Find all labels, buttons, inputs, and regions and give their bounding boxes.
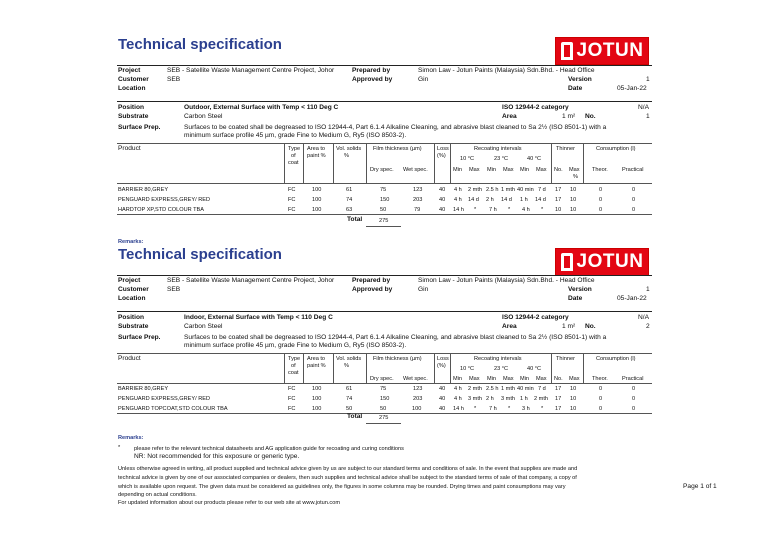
date-label: Date — [568, 85, 583, 92]
project-value: SEB - Satellite Waste Management Centre Project, Johor — [167, 277, 335, 284]
surface-prep-line: Surfaces to be coated shall be degreased to ISO 12944-4, Part 6.1.4 Alkaline Cleaning, and abrasive blast cleaned to Sa 2½ (ISO 8501-1) with a — [184, 334, 607, 341]
note-recoating: please refer to the relevant technical datasheets and AG application guide for recoating and curing conditions — [134, 446, 404, 452]
cell-thinner: 17 — [555, 187, 562, 193]
th-thinner-no: No. — [554, 167, 563, 173]
cell-practical: 0 — [632, 406, 636, 412]
cell-recoat: 4 h — [454, 386, 462, 392]
cell-type: FC — [288, 396, 296, 402]
cell-product: PENGUARD TOPCOAT,STD COLOUR TBA — [118, 406, 228, 412]
cell-vol-solids: 74 — [346, 197, 353, 203]
th-vol-solids: % — [344, 153, 349, 159]
th-40c: 40 °C — [527, 366, 542, 372]
cell-recoat: 2 h — [486, 396, 494, 402]
cell-thinner-max: 10 — [570, 207, 577, 213]
logo-text: JOTUN — [576, 40, 644, 61]
terms-text: Unless otherwise agreed in writing, all product supplied and technical advice given by us are subject to our standard terms and conditions of sale. In the event that supplies are made and — [118, 466, 578, 472]
prepared-by-label: Prepared by — [352, 277, 391, 284]
cell-practical: 0 — [632, 187, 636, 193]
no-value: 1 — [646, 113, 650, 120]
cell-recoat: * — [508, 207, 511, 213]
jotun-logo — [555, 248, 649, 276]
date-value: 05-Jan-22 — [617, 85, 647, 92]
approved-by-value: Gin — [418, 286, 429, 293]
th-type: of — [291, 153, 296, 159]
cell-type: FC — [288, 386, 296, 392]
th-product: Product — [118, 145, 141, 152]
th-wet: Wet spec. — [403, 167, 428, 173]
th-recoating: Recoating intervals — [474, 146, 522, 152]
cell-theor: 0 — [599, 207, 603, 213]
cell-product: PENGUARD EXPRESS,GREY/ RED — [118, 396, 211, 402]
customer-value: SEB — [167, 76, 181, 83]
cell-thinner-max: 10 — [570, 396, 577, 402]
th-area: Area to — [307, 356, 326, 362]
customer-label: Customer — [118, 76, 149, 83]
th-product: Product — [118, 355, 141, 362]
th-loss: Loss — [437, 356, 449, 362]
th-consumption: Consumption (l) — [596, 356, 636, 362]
cell-wet: 79 — [414, 207, 421, 213]
th-type: Type — [288, 146, 301, 152]
cell-dry: 75 — [380, 187, 387, 193]
terms-text: depending on actual conditions. — [118, 492, 197, 498]
th-23c: 23 °C — [494, 366, 509, 372]
th-loss: (%) — [437, 363, 446, 369]
cell-wet: 123 — [413, 187, 423, 193]
position-label: Position — [118, 104, 145, 111]
location-label: Location — [118, 85, 146, 92]
cell-recoat: 3 mth — [501, 396, 515, 402]
th-theor: Theor. — [592, 376, 608, 382]
iso-category-value: N/A — [638, 314, 649, 321]
cell-vol-solids: 74 — [346, 396, 353, 402]
approved-by-value: Gin — [418, 76, 429, 83]
cell-recoat: 2.5 h — [486, 187, 499, 193]
no-value: 2 — [646, 323, 650, 330]
cell-area: 100 — [312, 396, 322, 402]
cell-loss: 40 — [439, 396, 446, 402]
cell-type: FC — [288, 187, 296, 193]
th-10c: 10 °C — [460, 366, 475, 372]
cell-practical: 0 — [632, 197, 636, 203]
total-label: Total — [347, 216, 363, 223]
cell-recoat: 40 min — [517, 187, 534, 193]
cell-product: BARRIER 80,GREY — [118, 386, 169, 392]
cell-thinner-max: 10 — [570, 187, 577, 193]
cell-recoat: 1 mth — [501, 187, 515, 193]
th-max: Max — [536, 376, 547, 382]
cell-recoat: 2 mth — [468, 187, 482, 193]
total-value: 275 — [379, 218, 389, 224]
cell-type: FC — [288, 207, 296, 213]
th-dry: Dry spec. — [370, 167, 394, 173]
cell-recoat: 1 h — [520, 197, 528, 203]
cell-recoat: 2 mth — [534, 396, 548, 402]
total-label: Total — [347, 413, 363, 420]
note-bullet: * — [118, 445, 121, 451]
cell-wet: 203 — [413, 396, 423, 402]
no-label: No. — [585, 113, 596, 120]
th-23c: 23 °C — [494, 156, 509, 162]
cell-thinner: 10 — [555, 207, 562, 213]
th-vol-solids: % — [344, 363, 349, 369]
jotun-logo — [555, 37, 649, 65]
cell-dry: 50 — [380, 207, 387, 213]
cell-dry: 50 — [380, 406, 387, 412]
cell-vol-solids: 61 — [346, 187, 353, 193]
th-vol-solids: Vol. solids — [336, 146, 362, 152]
cell-theor: 0 — [599, 396, 603, 402]
cell-theor: 0 — [599, 406, 603, 412]
th-thinner-max: Max — [569, 167, 580, 173]
cell-dry: 75 — [380, 386, 387, 392]
cell-area: 100 — [312, 197, 322, 203]
cell-loss: 40 — [439, 187, 446, 193]
page-title: Technical specification — [118, 246, 282, 263]
note-nr: NR: Not recommended for this exposure or generic type. — [134, 453, 300, 460]
iso-category-value: N/A — [638, 104, 649, 111]
location-label: Location — [118, 295, 146, 302]
cell-recoat: 14 d — [501, 197, 512, 203]
customer-value: SEB — [167, 286, 181, 293]
th-film-thickness: Film thickness (µm) — [373, 356, 422, 362]
prepared-by-value: Simon Law - Jotun Paints (Malaysia) Sdn.Bhd. - Head Office — [418, 67, 595, 74]
customer-label: Customer — [118, 286, 149, 293]
th-loss: Loss — [437, 146, 449, 152]
th-max: Max — [536, 167, 547, 173]
cell-thinner-max: 10 — [570, 406, 577, 412]
website-note: For updated information about our products please refer to our web site at www.jotun.com — [118, 500, 341, 506]
th-type: of — [291, 363, 296, 369]
area-value: 1 m² — [562, 323, 576, 330]
cell-area: 100 — [312, 207, 322, 213]
project-label: Project — [118, 277, 141, 284]
version-value: 1 — [646, 286, 650, 293]
page-title: Technical specification — [118, 36, 282, 53]
cell-theor: 0 — [599, 386, 603, 392]
cell-type: FC — [288, 197, 296, 203]
remarks-label: Remarks: — [118, 239, 144, 245]
cell-recoat: 7 d — [538, 187, 546, 193]
area-value: 1 m² — [562, 113, 576, 120]
prepared-by-label: Prepared by — [352, 67, 391, 74]
th-max: Max — [469, 167, 480, 173]
th-max: Max — [503, 167, 514, 173]
cell-dry: 150 — [380, 396, 390, 402]
th-min: Min — [453, 376, 463, 382]
total-value: 275 — [379, 415, 389, 421]
prepared-by-value: Simon Law - Jotun Paints (Malaysia) Sdn.Bhd. - Head Office — [418, 277, 595, 284]
cell-area: 100 — [312, 386, 322, 392]
cell-recoat: 14 h — [453, 406, 464, 412]
cell-theor: 0 — [599, 197, 603, 203]
page-number: Page 1 of 1 — [683, 483, 717, 490]
cell-recoat: 4 h — [454, 396, 462, 402]
area-label: Area — [502, 113, 517, 120]
iso-category-label: ISO 12944-2 category — [502, 314, 569, 321]
cell-recoat: 7 h — [489, 207, 497, 213]
no-label: No. — [585, 323, 596, 330]
th-area: paint % — [307, 153, 326, 159]
cell-recoat: 2 h — [486, 197, 494, 203]
jotun-logo-icon — [561, 253, 573, 271]
cell-thinner-max: 10 — [570, 386, 577, 392]
cell-recoat: 1 h — [520, 396, 528, 402]
th-min: Min — [520, 376, 530, 382]
cell-recoat: * — [474, 207, 477, 213]
version-value: 1 — [646, 76, 650, 83]
th-recoating: Recoating intervals — [474, 356, 522, 362]
th-film-thickness: Film thickness (µm) — [373, 146, 422, 152]
cell-recoat: 3 mth — [468, 396, 482, 402]
th-min: Min — [520, 167, 530, 173]
position-value: Indoor, External Surface with Temp < 110 Deg C — [184, 314, 333, 321]
project-value: SEB - Satellite Waste Management Centre Project, Johor — [167, 67, 335, 74]
surface-prep-line: minimum surface profile 45 µm, grade Fine to Medium G, Ry5 (ISO 8503-2). — [184, 132, 407, 139]
cell-dry: 150 — [380, 197, 390, 203]
cell-loss: 40 — [439, 406, 446, 412]
th-vol-solids: Vol. solids — [336, 356, 362, 362]
approved-by-label: Approved by — [352, 76, 393, 83]
remarks-label: Remarks: — [118, 435, 144, 441]
cell-recoat: 7 d — [538, 386, 546, 392]
th-40c: 40 °C — [527, 156, 542, 162]
cell-recoat: 1 mth — [501, 386, 515, 392]
cell-recoat: * — [508, 406, 511, 412]
th-min: Min — [487, 167, 497, 173]
cell-practical: 0 — [632, 207, 636, 213]
th-dry: Dry spec. — [370, 376, 394, 382]
logo-text: JOTUN — [576, 251, 644, 272]
cell-product: BARRIER 80,GREY — [118, 187, 169, 193]
date-value: 05-Jan-22 — [617, 295, 647, 302]
cell-loss: 40 — [439, 386, 446, 392]
th-min: Min — [453, 167, 463, 173]
version-label: Version — [568, 76, 592, 83]
th-practical: Practical — [622, 376, 644, 382]
position-value: Outdoor, External Surface with Temp < 110 Deg C — [184, 104, 339, 111]
date-label: Date — [568, 295, 583, 302]
th-loss: (%) — [437, 153, 446, 159]
th-type: coat — [288, 370, 299, 376]
cell-product: PENGUARD EXPRESS,GREY/ RED — [118, 197, 211, 203]
th-type: coat — [288, 160, 299, 166]
cell-wet: 203 — [413, 197, 423, 203]
cell-vol-solids: 63 — [346, 207, 353, 213]
th-thinner-max: Max — [569, 376, 580, 382]
th-theor: Theor. — [592, 167, 608, 173]
cell-recoat: 4 h — [522, 207, 530, 213]
position-label: Position — [118, 314, 145, 321]
substrate-value: Carbon Steel — [184, 323, 223, 330]
th-consumption: Consumption (l) — [596, 146, 636, 152]
surface-prep-line: minimum surface profile 45 µm, grade Fine to Medium G, Ry5 (ISO 8503-2). — [184, 342, 407, 349]
th-min: Min — [487, 376, 497, 382]
th-thinner-max: % — [573, 174, 578, 180]
approved-by-label: Approved by — [352, 286, 393, 293]
th-area: paint % — [307, 363, 326, 369]
cell-area: 100 — [312, 187, 322, 193]
cell-recoat: 40 min — [517, 386, 534, 392]
iso-category-label: ISO 12944-2 category — [502, 104, 569, 111]
project-label: Project — [118, 67, 141, 74]
cell-loss: 40 — [439, 197, 446, 203]
cell-recoat: 14 h — [453, 207, 464, 213]
th-area: Area to — [307, 146, 326, 152]
th-10c: 10 °C — [460, 156, 475, 162]
th-thinner: Thinner — [556, 356, 575, 362]
area-label: Area — [502, 323, 517, 330]
th-practical: Practical — [622, 167, 644, 173]
cell-recoat: 14 d — [468, 197, 479, 203]
cell-area: 100 — [312, 406, 322, 412]
cell-loss: 40 — [439, 207, 446, 213]
cell-thinner: 17 — [555, 197, 562, 203]
cell-practical: 0 — [632, 386, 636, 392]
substrate-label: Substrate — [118, 113, 149, 120]
surface-prep-label: Surface Prep. — [118, 124, 161, 131]
cell-type: FC — [288, 406, 296, 412]
cell-vol-solids: 50 — [346, 406, 353, 412]
cell-recoat: 3 h — [522, 406, 530, 412]
cell-recoat: 2.5 h — [486, 386, 499, 392]
substrate-label: Substrate — [118, 323, 149, 330]
cell-recoat: * — [541, 406, 544, 412]
th-thinner-no: No. — [554, 376, 563, 382]
cell-recoat: 4 h — [454, 197, 462, 203]
surface-prep-label: Surface Prep. — [118, 334, 161, 341]
cell-recoat: 4 h — [454, 187, 462, 193]
th-max: Max — [469, 376, 480, 382]
cell-thinner: 17 — [555, 386, 562, 392]
version-label: Version — [568, 286, 592, 293]
terms-text: which is available upon request. The given data must be considered as guidelines only, the figures in some columns may be rounded. Drying times and paint consumptions may vary — [118, 484, 566, 490]
cell-thinner-max: 10 — [570, 197, 577, 203]
cell-recoat: * — [541, 207, 544, 213]
cell-wet: 123 — [413, 386, 423, 392]
terms-text: technical advice is given by one of our associated companies or dealers, then such supplies and technical advice shall be subject to the standard terms of sale of that company, a copy of — [118, 475, 577, 481]
cell-wet: 100 — [412, 406, 422, 412]
th-type: Type — [288, 356, 301, 362]
cell-theor: 0 — [599, 187, 603, 193]
th-max: Max — [503, 376, 514, 382]
cell-thinner: 17 — [555, 396, 562, 402]
th-wet: Wet spec. — [403, 376, 428, 382]
cell-practical: 0 — [632, 396, 636, 402]
substrate-value: Carbon Steel — [184, 113, 223, 120]
cell-vol-solids: 61 — [346, 386, 353, 392]
cell-product: HARDTOP XP,STD COLOUR TBA — [118, 207, 205, 213]
cell-recoat: 7 h — [489, 406, 497, 412]
cell-thinner: 17 — [555, 406, 562, 412]
jotun-logo-icon — [561, 42, 573, 60]
cell-recoat: 14 d — [535, 197, 546, 203]
th-thinner: Thinner — [556, 146, 575, 152]
surface-prep-line: Surfaces to be coated shall be degreased to ISO 12944-4, Part 6.1.4 Alkaline Cleaning, and abrasive blast cleaned to Sa 2½ (ISO 8501-1) with a — [184, 124, 607, 131]
cell-recoat: 2 mth — [468, 386, 482, 392]
cell-recoat: * — [474, 406, 477, 412]
